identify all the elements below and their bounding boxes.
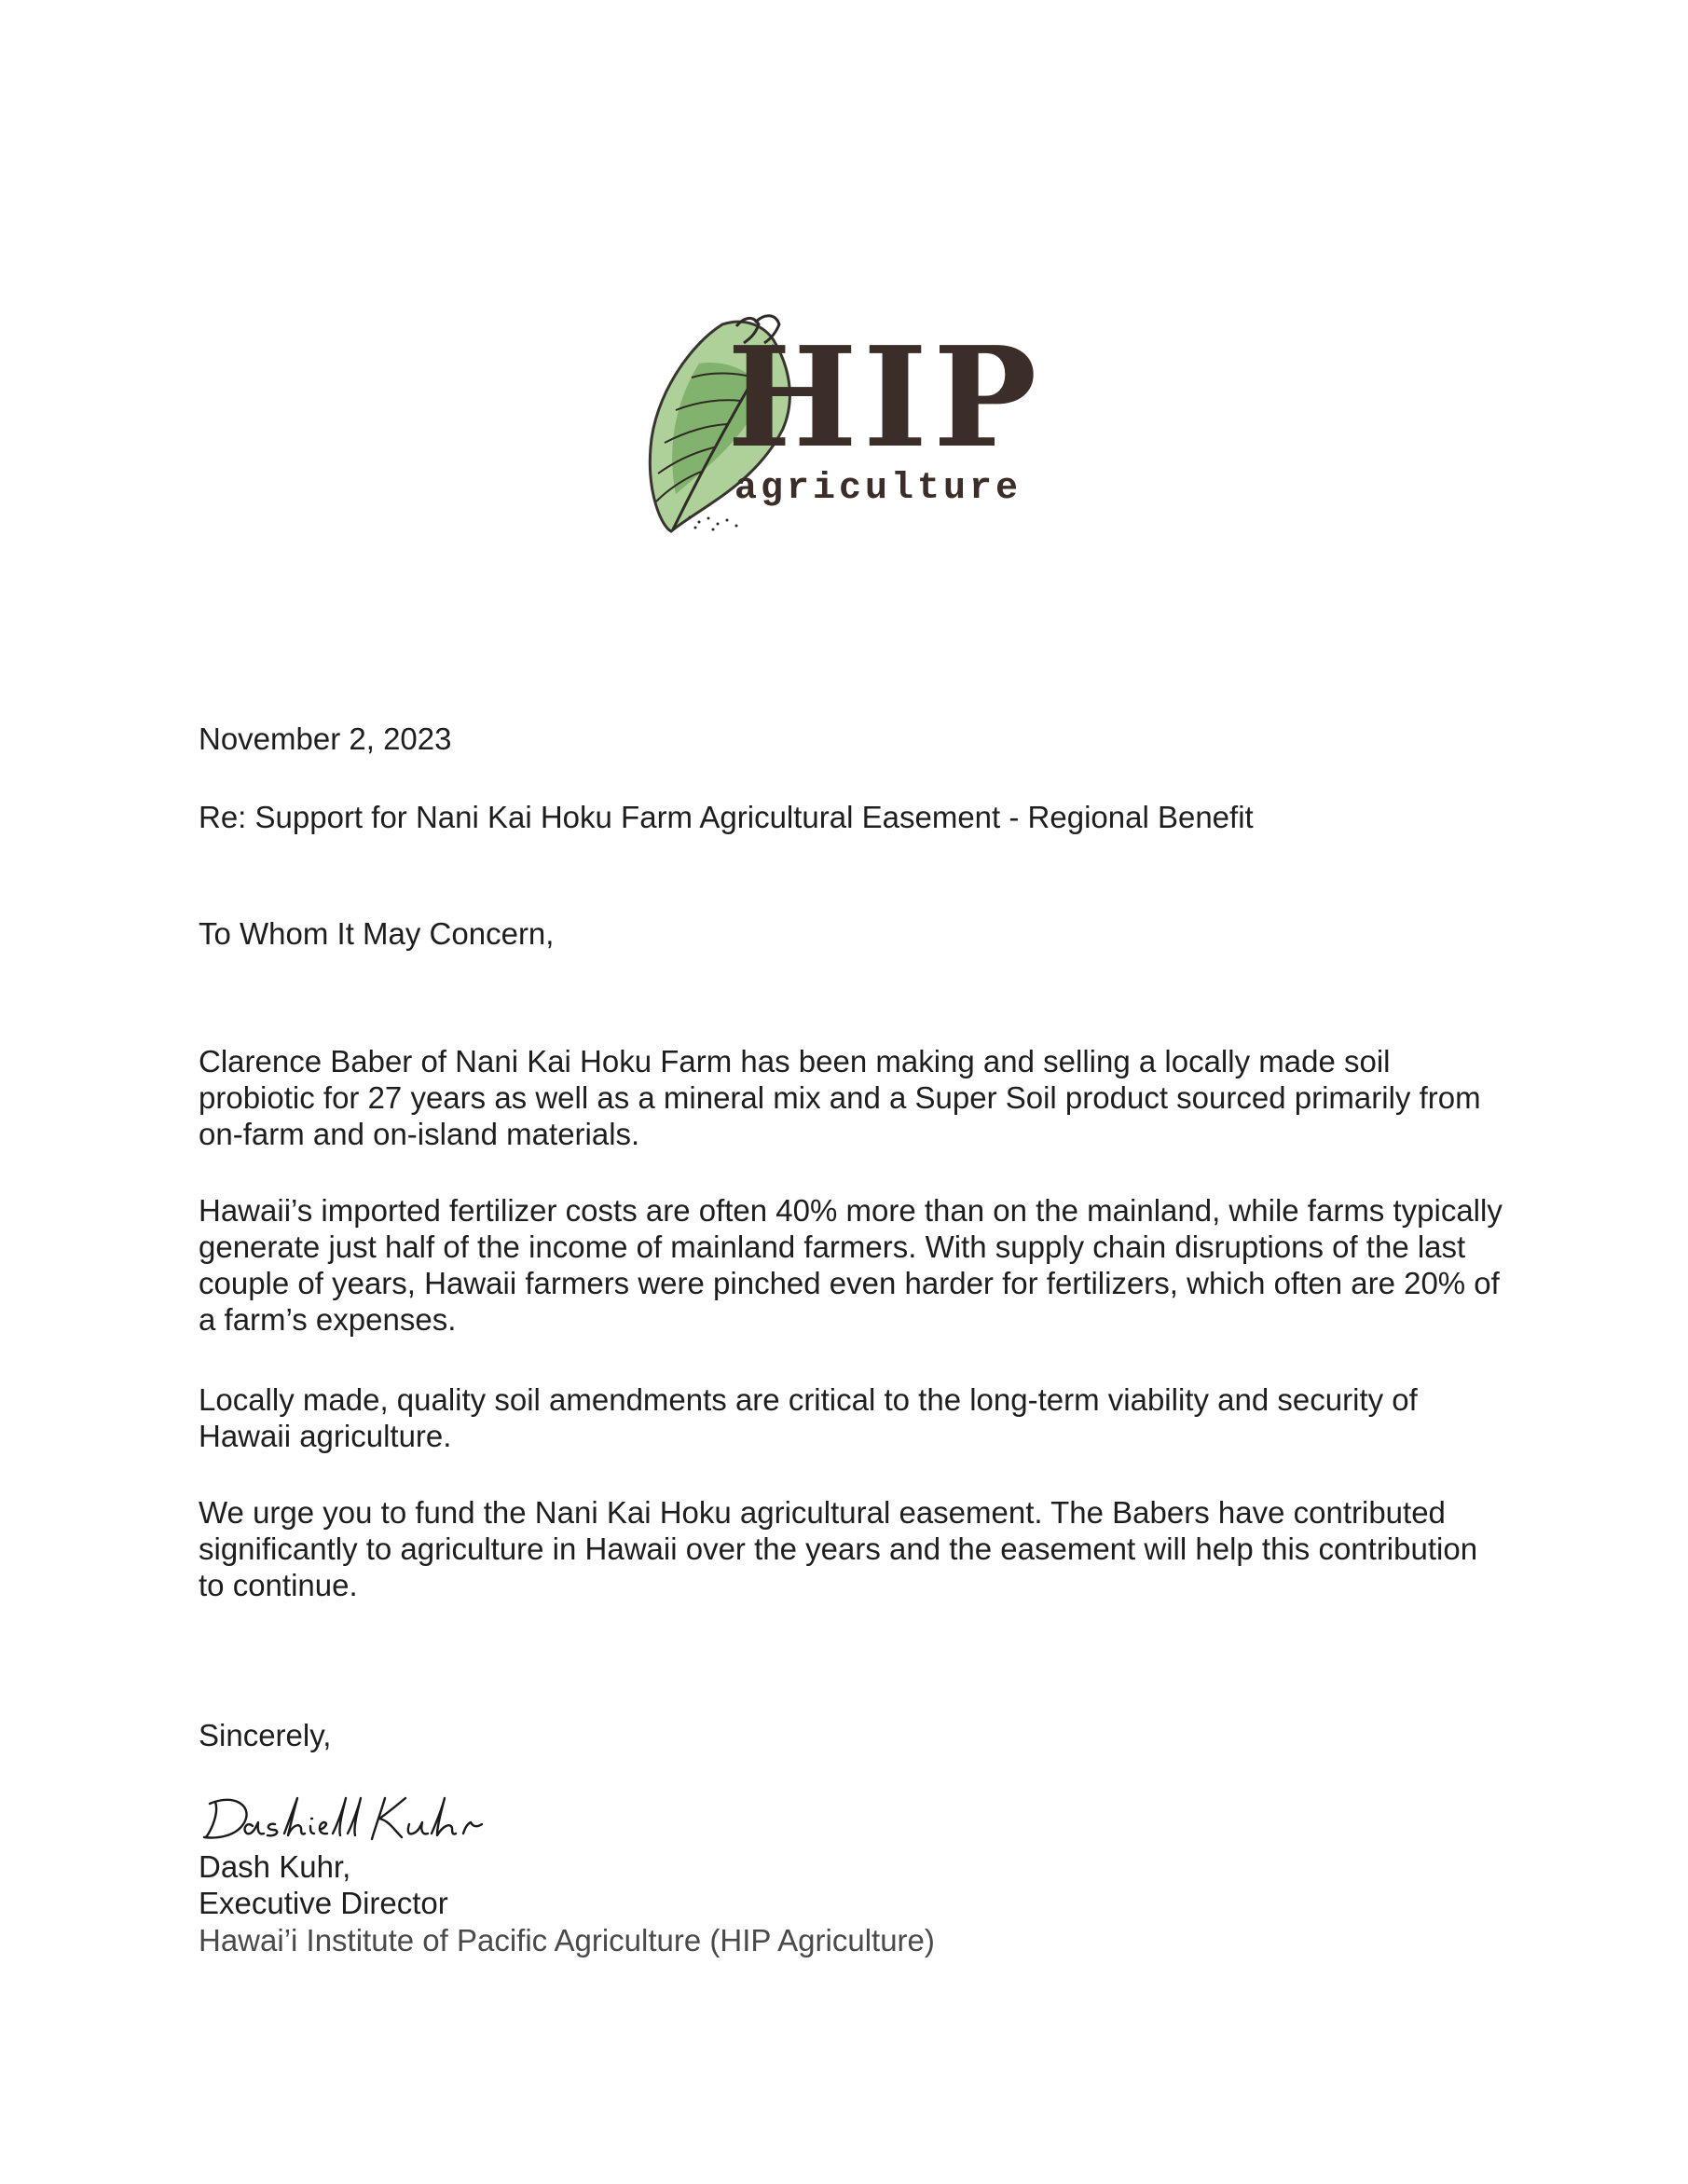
body-paragraph: Hawaii’s imported fertilizer costs are often 40% more than on the mainland, while farms typically generate just half of the income of mainland farmers. With supply chain disruptions of the last couple of years, Hawaii farmers were pinched even harder for fertilizers, which often are 20% of a farm’s expenses.: [199, 1193, 1503, 1337]
letter-date: November 2, 2023: [199, 721, 452, 756]
signer-organization: Hawai’i Institute of Pacific Agriculture (HIP Agriculture): [199, 1923, 935, 1957]
body-paragraph: Clarence Baber of Nani Kai Hoku Farm has been making and selling a locally made soil probiotic for 27 years as well as a mineral mix and a Super Soil product sourced primarily from on-farm and on-island materials.: [199, 1044, 1481, 1151]
logo-subtitle: agriculture: [734, 468, 1022, 510]
logo-wordmark: HIP: [727, 316, 1043, 478]
letter-subject: Re: Support for Nani Kai Hoku Farm Agricultural Easement - Regional Benefit: [199, 800, 1254, 834]
hip-agriculture-logo: [634, 298, 1063, 541]
handwritten-signature: [199, 1785, 515, 1850]
body-paragraph: Locally made, quality soil amendments are critical to the long-term viability and security of Hawaii agriculture.: [199, 1382, 1418, 1453]
signer-title: Executive Director: [199, 1886, 448, 1920]
letter-salutation: To Whom It May Concern,: [199, 916, 555, 951]
signer-name: Dash Kuhr,: [199, 1849, 351, 1884]
letter-closing: Sincerely,: [199, 1718, 332, 1752]
body-paragraph: We urge you to fund the Nani Kai Hoku agricultural easement. The Babers have contributed significantly to agriculture in Hawaii over the years and the easement will help this contribution to continue.: [199, 1495, 1478, 1602]
